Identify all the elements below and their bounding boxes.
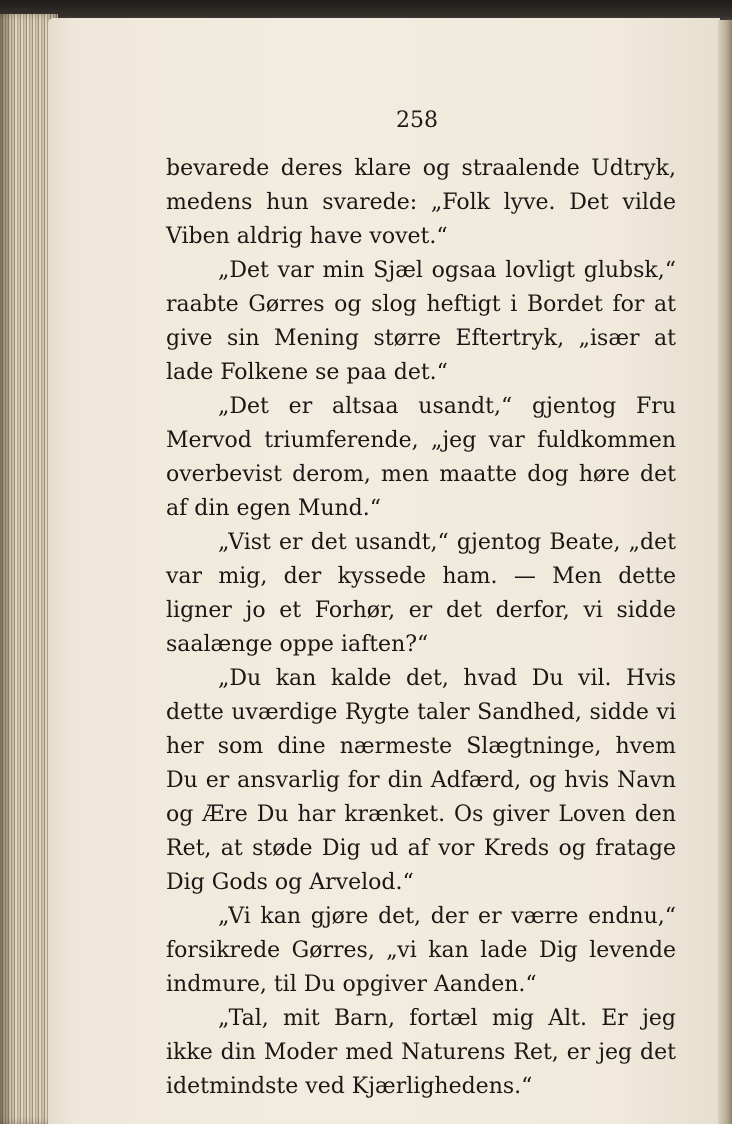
paragraph: „Vist er det usandt,“ gjentog Beate, „det var mig, der kyssede ham. — Men dette ligner jo et Forhør, er det derfor, vi sidde saalænge oppe iaften?“ [166,530,676,657]
paragraph: „Det er altsaa usandt,“ gjentog Fru Mervod triumferende, „jeg var fuldkommen overbevist derom, men maatte dog høre det af din egen Mund.“ [166,394,676,521]
paragraph: „Vi kan gjøre det, der er værre endnu,“ forsikrede Gørres, „vi kan lade Dig levende indmure, til Du opgiver Aanden.“ [166,904,676,997]
page-right-edge [718,20,732,1124]
paragraph: bevarede deres klare og straalende Udtryk, medens hun svarede: „Folk lyve. Det vilde Viben aldrig have vovet.“ [166,156,676,249]
page-body-text [166,152,676,1104]
paragraph: „Tal, mit Barn, fortæl mig Alt. Er jeg ikke din Moder med Naturens Ret, er jeg det idetmindste ved Kjærlighedens.“ [166,1006,676,1099]
paragraph: „Det var min Sjæl ogsaa lovligt glubsk,“ raabte Gørres og slog heftigt i Bordet for at give sin Mening større Eftertryk, „især at lade Folkene se paa det.“ [166,258,676,385]
page-number: 258 [396,108,438,133]
paragraph: „Du kan kalde det, hvad Du vil. Hvis dette uværdige Rygte taler Sandhed, sidde vi her som dine nærmeste Slægtninge, hvem Du er ansvarlig for din Adfærd, og hvis Navn og Ære Du har krænket. Os giver Loven den Ret, at støde Dig ud af vor Kreds og fratage Dig Gods og Arvelod.“ [166,666,676,895]
